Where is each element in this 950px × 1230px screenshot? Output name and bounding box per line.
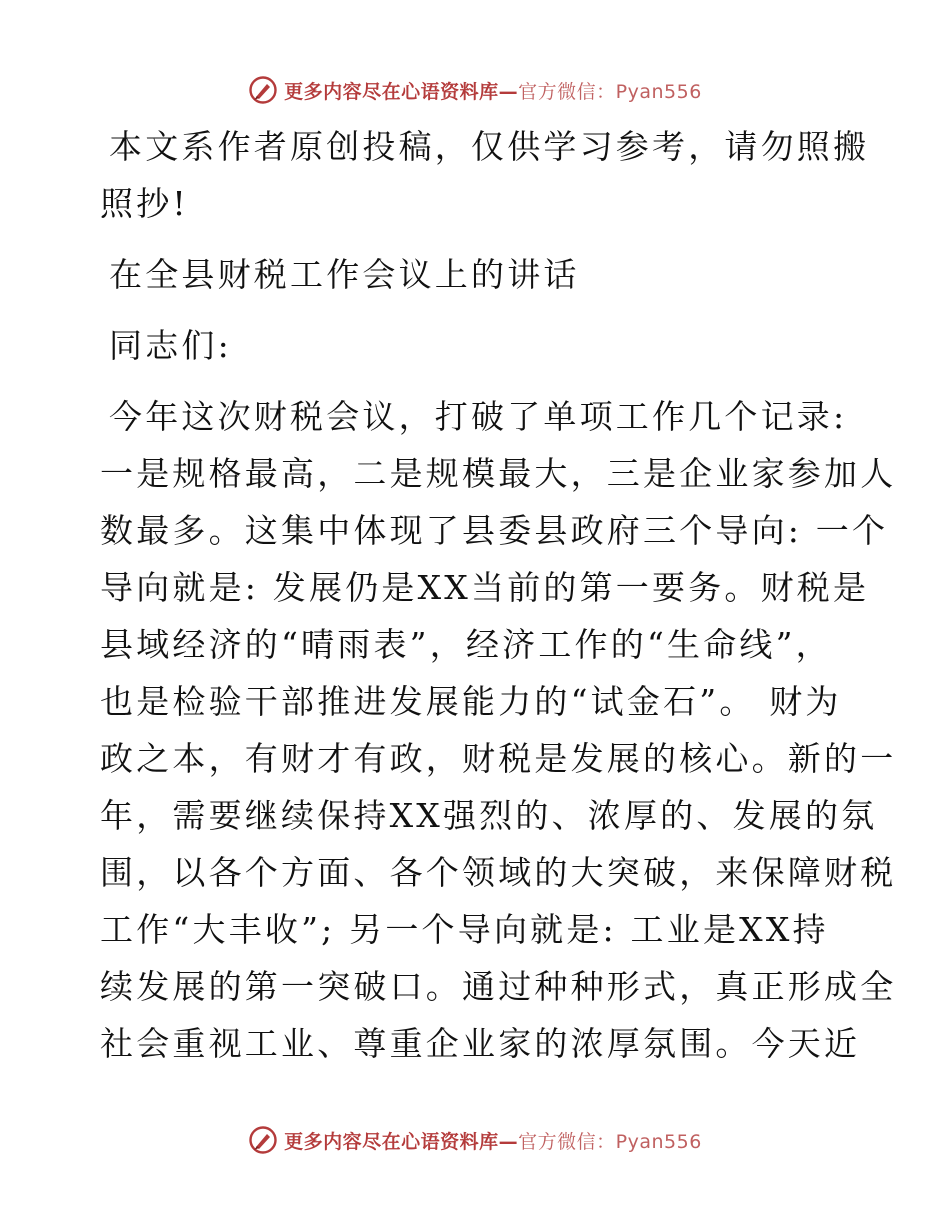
watermark-wechat: 官方微信：Pyan556: [518, 80, 702, 103]
body-line: 社会重视工业、尊重企业家的浓厚氛围。今天近: [100, 1024, 861, 1063]
body-line: 年，需要继续保持XX强烈的、浓厚的、发展的氛: [100, 796, 878, 835]
body-line: 工作“大丰收”; 另一个导向就是: 工业是XX持: [100, 910, 829, 949]
body-line: 数最多。这集中体现了县委县政府三个导向: 一个: [100, 511, 889, 550]
body-line: 续发展的第一突破口。通过种种形式，真正形成全: [100, 967, 897, 1006]
footer-watermark: [0, 1120, 950, 1160]
pen-logo-icon: [248, 75, 278, 105]
body-line: 一是规格最高，二是规模最大，三是企业家参加人: [100, 454, 897, 493]
watermark-text: 更多内容尽在心语资料库—官方微信：Pyan556: [284, 1130, 702, 1153]
body-line: 围，以各个方面、各个领域的大突破，来保障财税: [100, 853, 897, 892]
body-line: 导向就是: 发展仍是XX当前的第一要务。财税是: [100, 568, 870, 607]
body-line: 也是检验干部推进发展能力的“试金石”。 财为: [100, 682, 842, 721]
pen-logo-icon: [248, 1125, 278, 1155]
header-watermark: [0, 70, 950, 110]
watermark-text: 更多内容尽在心语资料库—官方微信：Pyan556: [284, 80, 702, 103]
document-title: 在全县财税工作会议上的讲话: [109, 255, 580, 294]
body-line: 今年这次财税会议，打破了单项工作几个记录:: [109, 397, 848, 436]
notice-line: 本文系作者原创投稿，仅供学习参考，请勿照搬: [109, 127, 870, 166]
notice-paragraph: [100, 118, 870, 232]
document-body: [100, 118, 897, 1072]
notice-line: 照抄!: [100, 184, 189, 223]
watermark-wechat: 官方微信：Pyan556: [518, 1130, 702, 1153]
body-paragraph: [100, 388, 897, 1072]
salutation: 同志们:: [109, 326, 232, 365]
body-line: 政之本，有财才有政，财税是发展的核心。新的一: [100, 739, 897, 778]
body-line: 县域经济的“晴雨表”，经济工作的“生命线”，: [100, 625, 832, 664]
